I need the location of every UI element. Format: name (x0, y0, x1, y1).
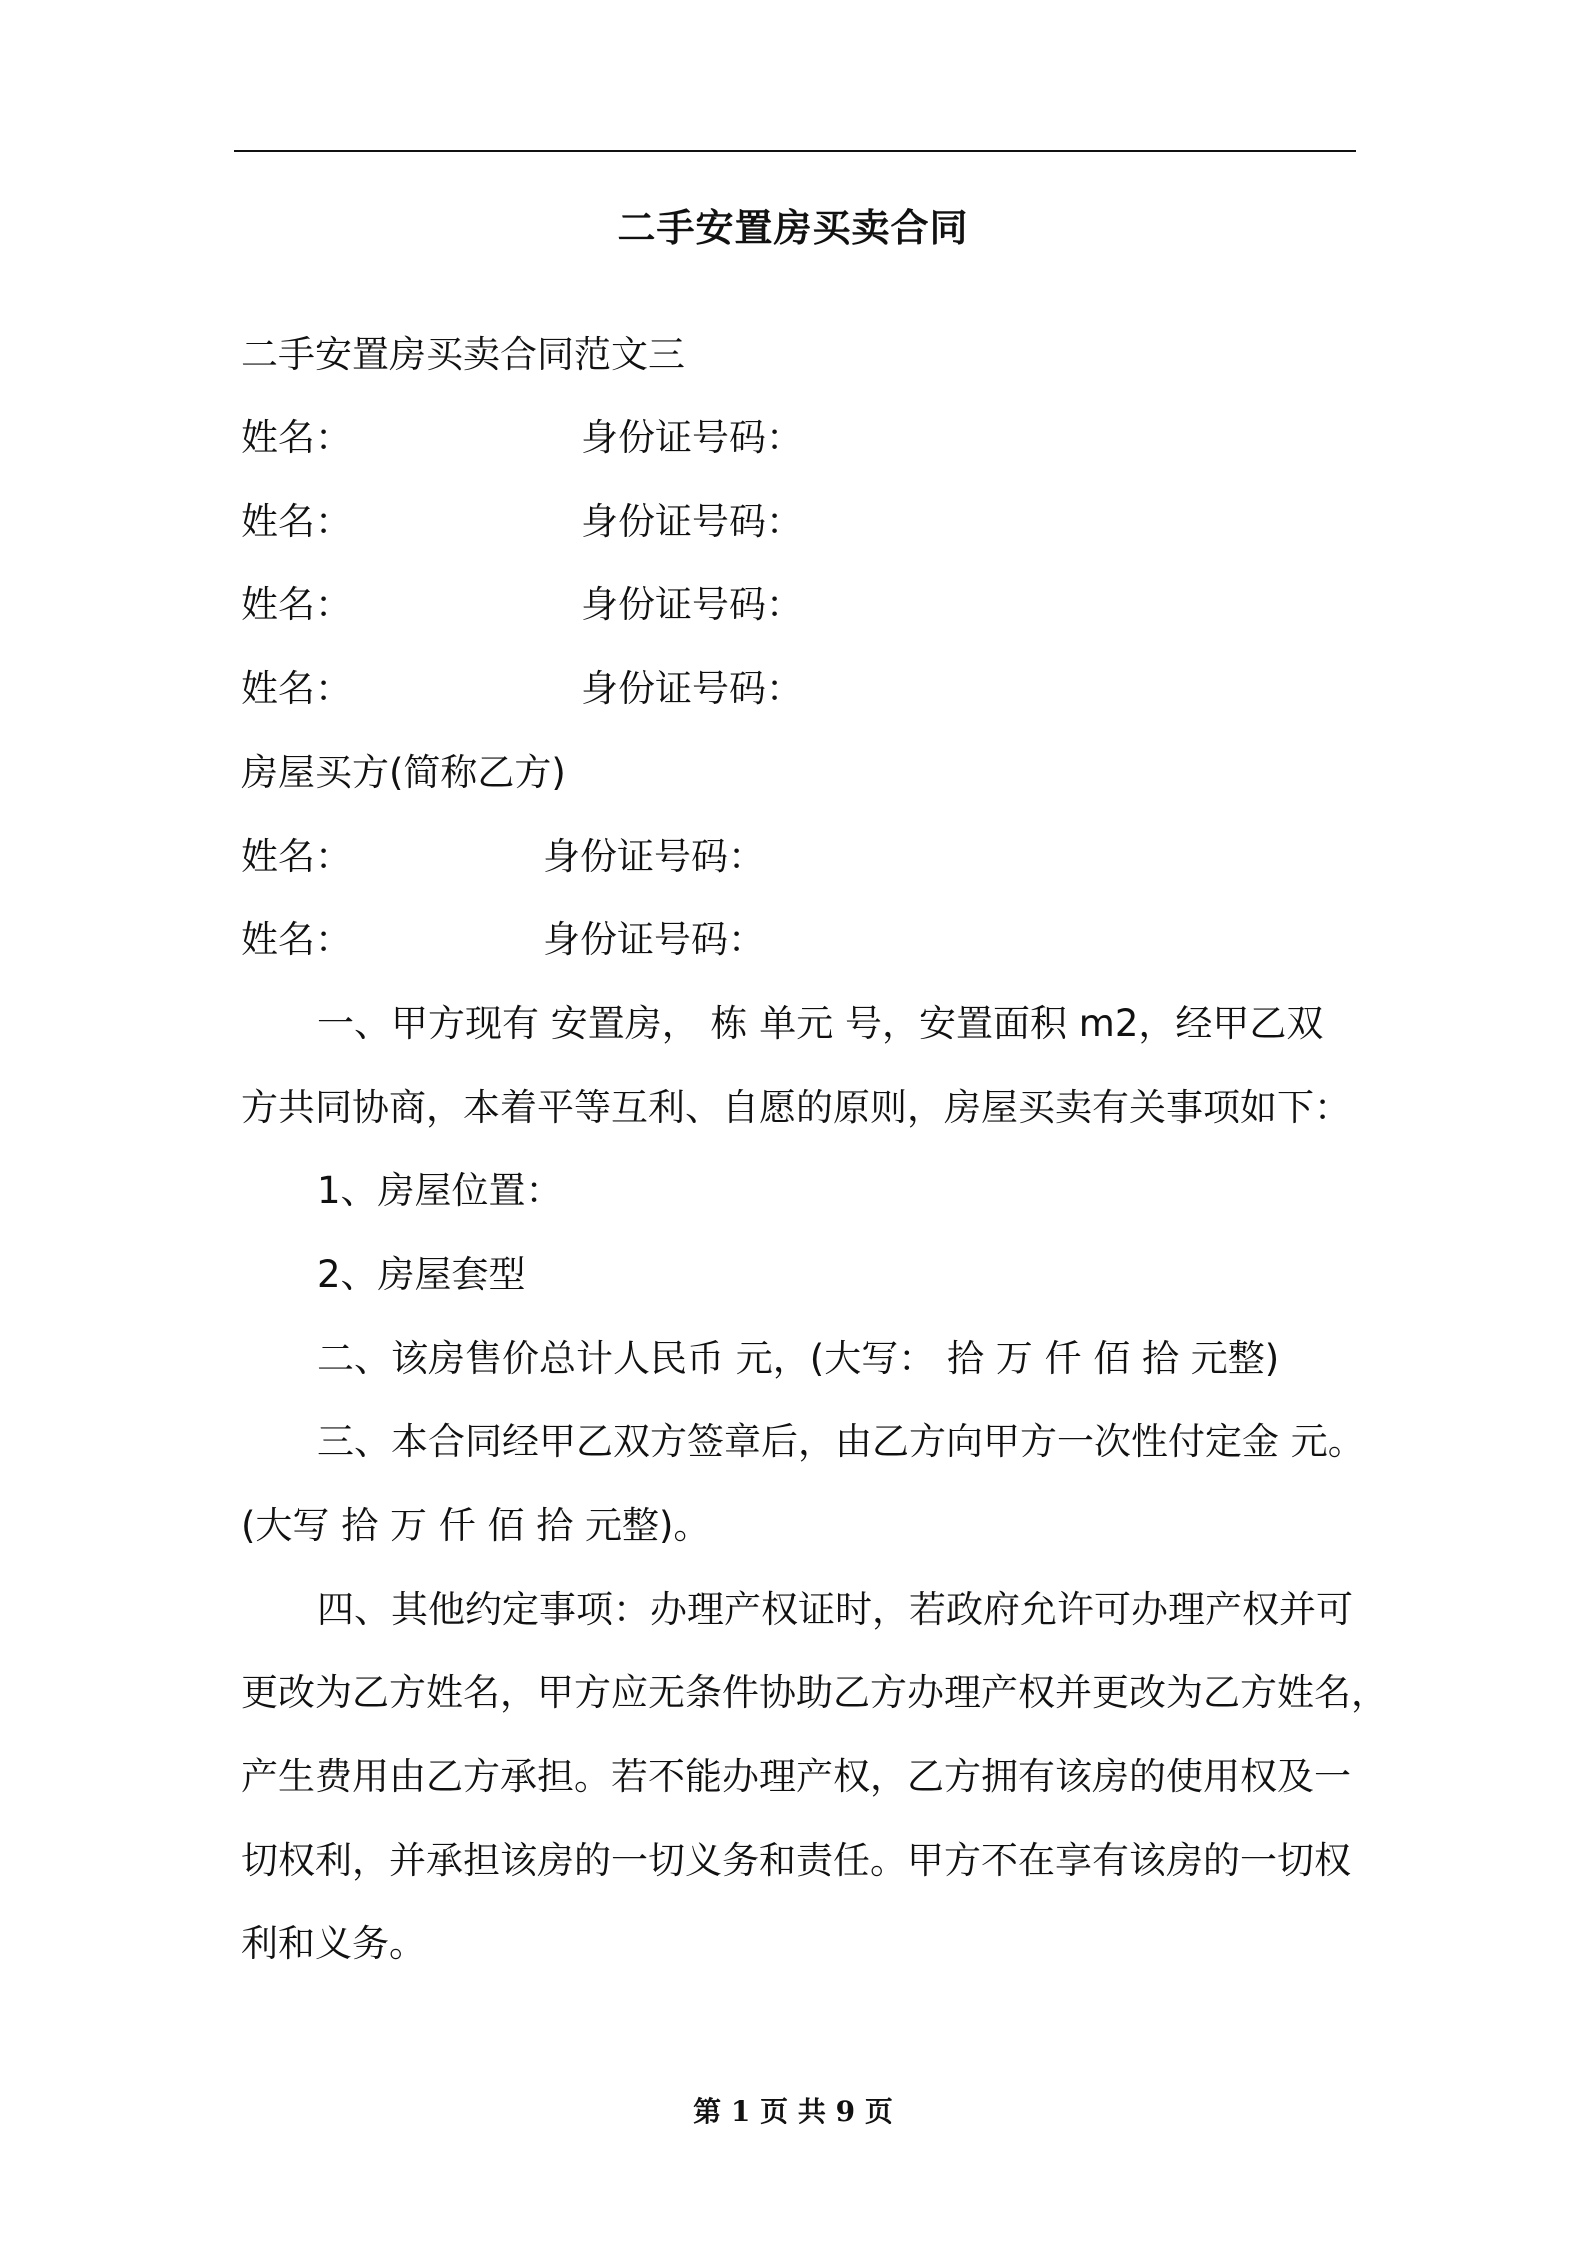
page-number: 第 1 页 共 9 页 (693, 2095, 893, 2128)
clause-4-line: 利和义务。 (241, 1922, 426, 1965)
name-label: 姓名： (241, 583, 352, 626)
name-label: 姓名： (241, 835, 352, 878)
clause-3-line: 三、本合同经甲乙双方签章后，由乙方向甲方一次性付定金 元。 (317, 1420, 1365, 1463)
clause-4-line: 切权利，并承担该房的一切义务和责任。甲方不在享有该房的一切权 (241, 1839, 1351, 1882)
buyer-row (241, 912, 1361, 968)
id-number-label: 身份证号码： (581, 416, 803, 459)
item-house-type: 2、房屋套型 (317, 1253, 526, 1296)
seller-row (241, 494, 1361, 550)
id-number-label: 身份证号码： (543, 835, 765, 878)
name-label: 姓名： (241, 500, 352, 543)
document-subtitle: 二手安置房买卖合同范文三 (241, 333, 685, 376)
clause-3-line: (大写 拾 万 仟 佰 拾 元整)。 (241, 1504, 711, 1547)
clause-1-line: 方共同协商，本着平等互利、自愿的原则，房屋买卖有关事项如下： (241, 1086, 1351, 1129)
seller-row (241, 577, 1361, 633)
seller-row (241, 661, 1361, 717)
name-label: 姓名： (241, 416, 352, 459)
buyer-heading: 房屋买方(简称乙方) (241, 751, 566, 794)
name-label: 姓名： (241, 667, 352, 710)
clause-1-line: 一、甲方现有 安置房， 栋 单元 号，安置面积 m2，经甲乙双 (317, 1002, 1324, 1045)
header-rule (234, 150, 1356, 152)
document-title: 二手安置房买卖合同 (617, 206, 969, 250)
name-label: 姓名： (241, 918, 352, 961)
id-number-label: 身份证号码： (581, 667, 803, 710)
id-number-label: 身份证号码： (581, 500, 803, 543)
clause-4-line: 四、其他约定事项：办理产权证时，若政府允许可办理产权并可 (317, 1588, 1353, 1631)
id-number-label: 身份证号码： (543, 918, 765, 961)
clause-4-line: 产生费用由乙方承担。若不能办理产权，乙方拥有该房的使用权及一 (241, 1755, 1351, 1798)
id-number-label: 身份证号码： (581, 583, 803, 626)
clause-2-line: 二、该房售价总计人民币 元，(大写： 拾 万 仟 佰 拾 元整) (317, 1337, 1280, 1380)
item-house-location: 1、房屋位置： (317, 1169, 563, 1212)
seller-row (241, 410, 1361, 466)
buyer-row (241, 829, 1361, 885)
clause-4-line: 更改为乙方姓名，甲方应无条件协助乙方办理产权并更改为乙方姓名， (241, 1671, 1388, 1714)
